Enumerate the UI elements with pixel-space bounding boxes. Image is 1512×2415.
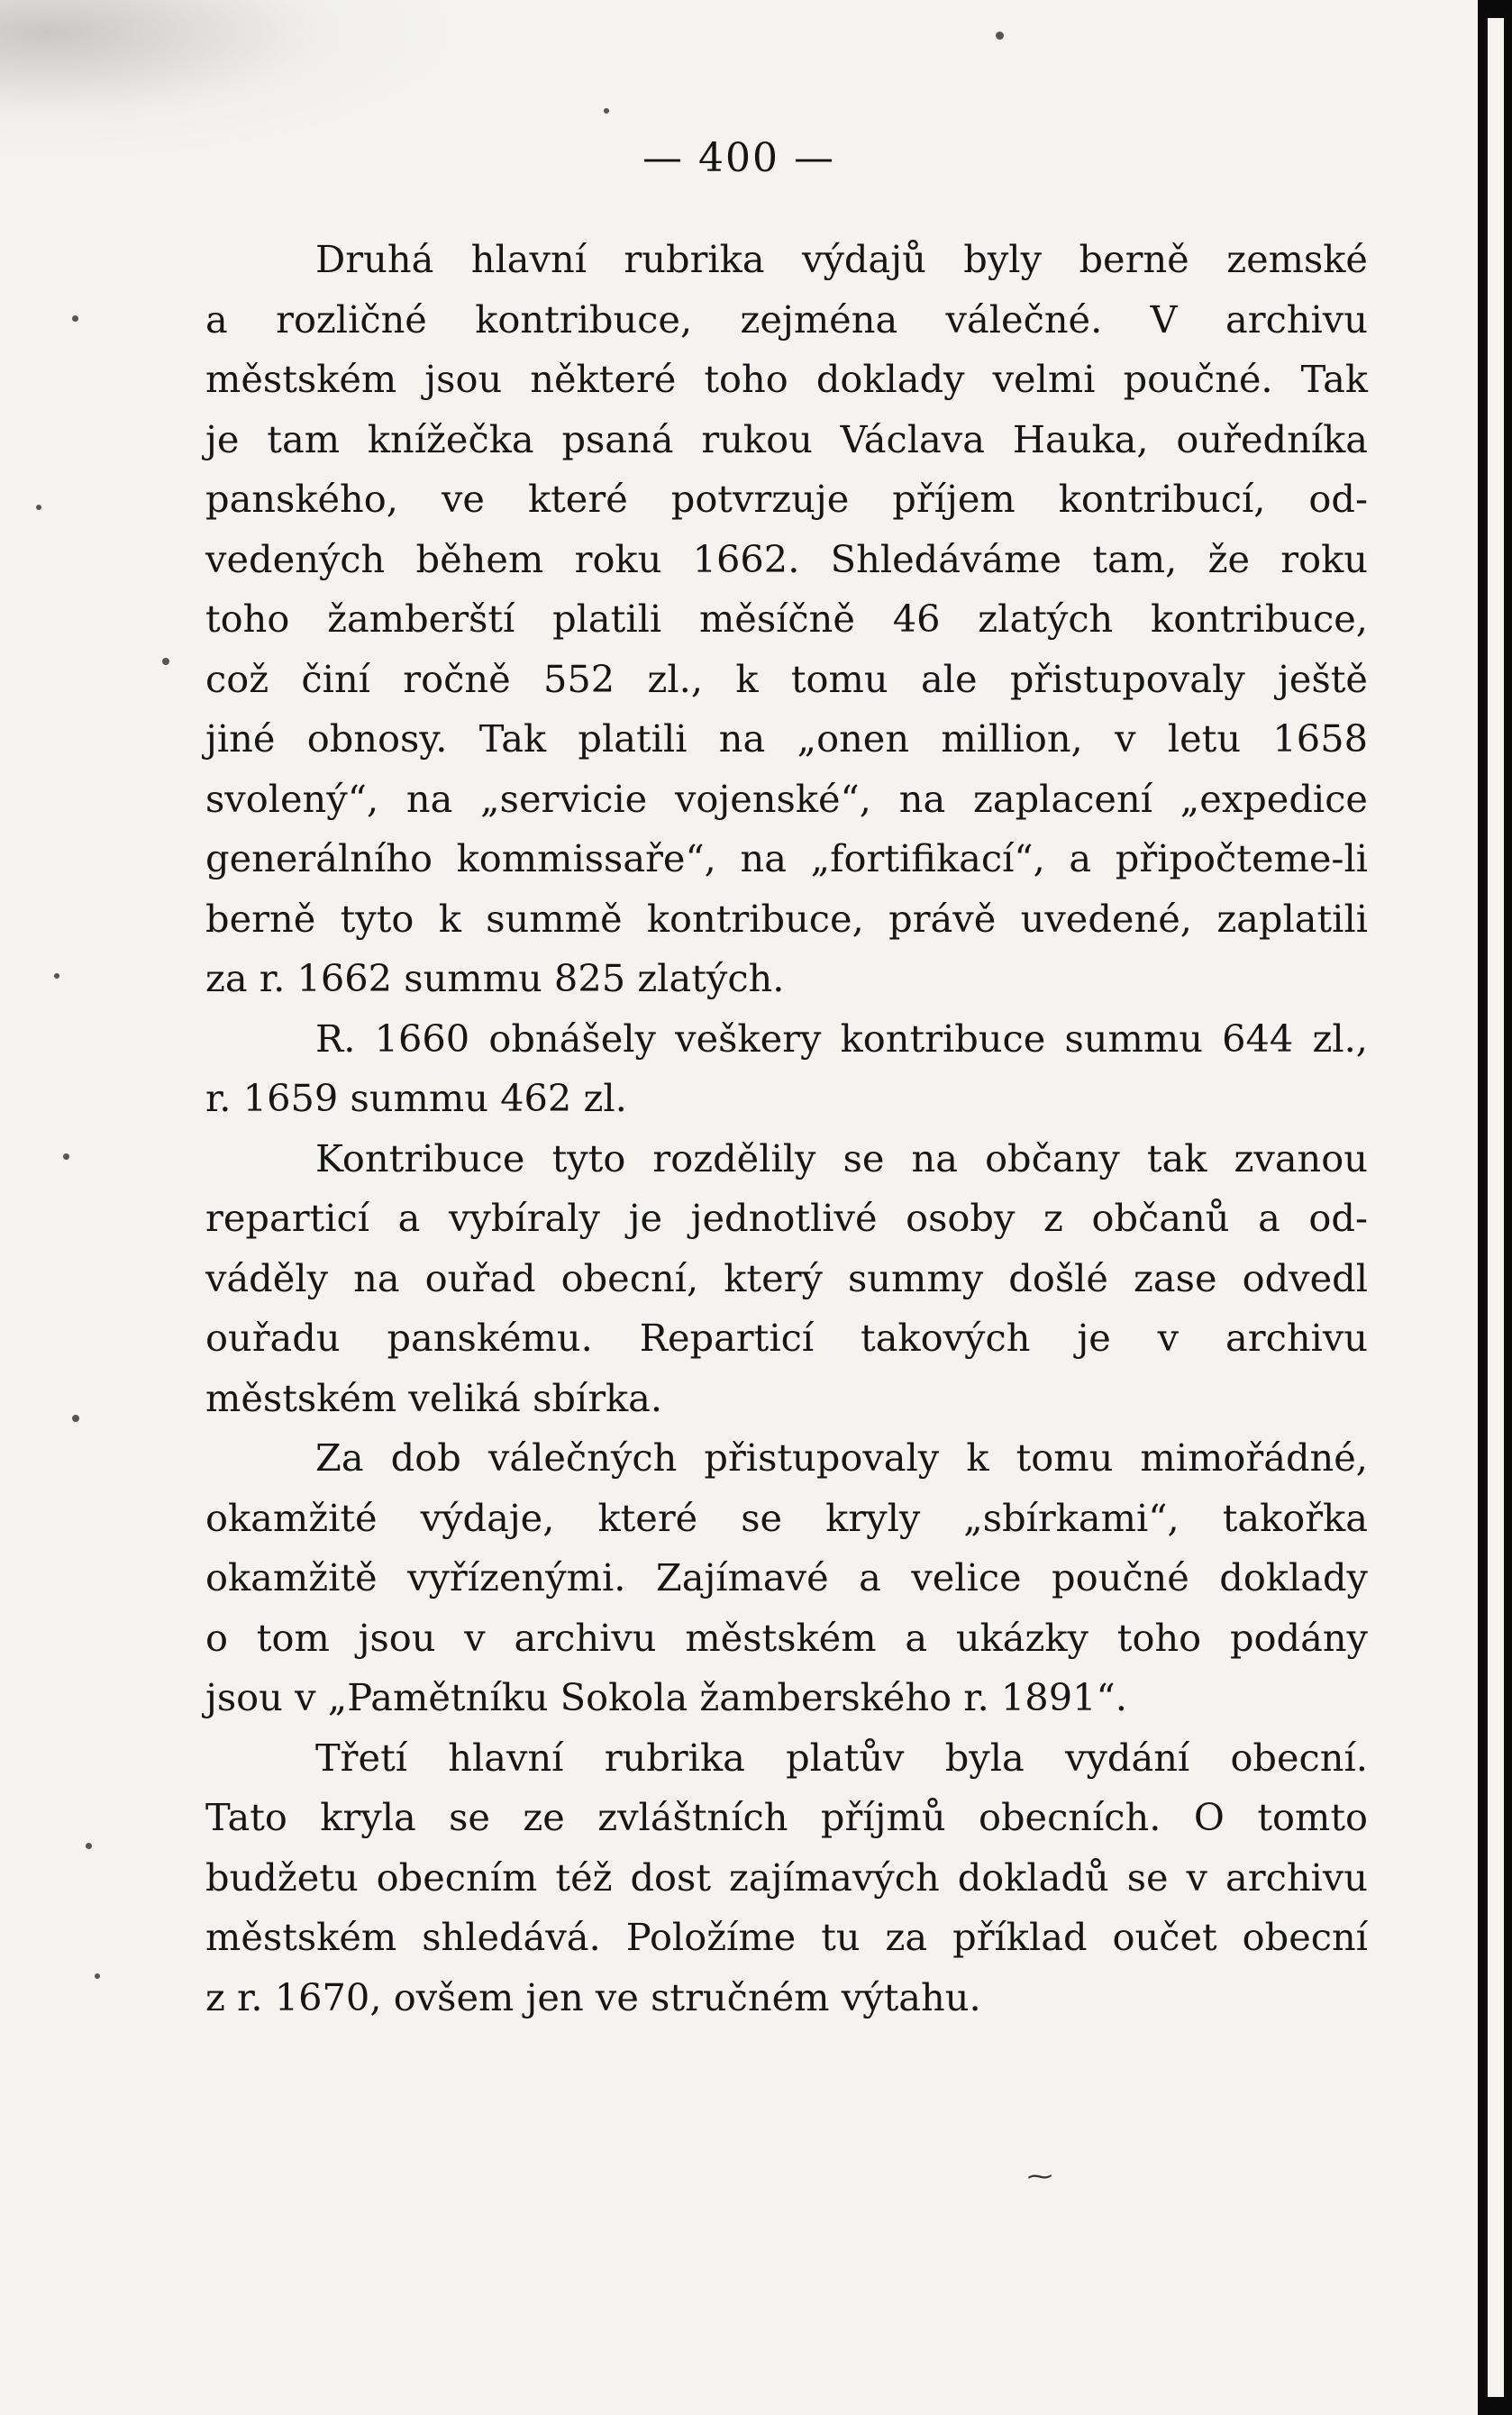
text-line: a rozličné kontribuce, zejména válečné. V archivu xyxy=(205,296,1368,342)
speck xyxy=(36,505,41,510)
speck xyxy=(95,1973,100,1979)
text-line: Druhá hlavní rubrika výdajů byly berně zemské xyxy=(315,237,1368,281)
speck xyxy=(604,108,609,114)
text-line: generálního kommissaře“, na „fortifikací“, a připočteme-li xyxy=(205,836,1368,880)
adjacent-page-edge xyxy=(1485,18,1504,2397)
text-line: váděly na ouřad obecní, který summy došlé zase odvedl xyxy=(205,1255,1368,1300)
text-line: Tato kryla se ze zvláštních příjmů obecních. O tomto xyxy=(205,1795,1368,1839)
text-line: o tom jsou v archivu městském a ukázky toho podány xyxy=(205,1615,1368,1660)
speck xyxy=(996,32,1004,40)
text-line: městském shledává. Položíme tu za příklad oučet obecní xyxy=(205,1915,1368,1959)
text-line: toho žamberští platili měsíčně 46 zlatých kontribuce, xyxy=(205,597,1368,641)
text-line: což činí ročně 552 zl., k tomu ale přistupovaly ještě xyxy=(205,656,1368,701)
text-line: reparticí a vybíraly je jednotlivé osoby z občanů a od- xyxy=(205,1196,1368,1240)
text-line: panského, ve které potvrzuje příjem kontribucí, od- xyxy=(205,477,1368,521)
text-line: městském veliká sbírka. xyxy=(205,1375,663,1420)
text-line: Kontribuce tyto rozdělily se na občany tak zvanou xyxy=(315,1135,1368,1180)
speck xyxy=(54,973,59,979)
page-number: — 400 — xyxy=(642,135,835,181)
speck xyxy=(72,315,78,322)
text-line: R. 1660 obnášely veškery kontribuce summu 644 zl., xyxy=(315,1016,1368,1061)
body-text xyxy=(205,230,1368,2028)
text-line: městském jsou některé toho doklady velmi poučné. Tak xyxy=(205,357,1368,401)
text-line: jsou v „Pamětníku Sokola žamberského r. 1891“. xyxy=(205,1675,1127,1719)
speck xyxy=(86,1843,92,1849)
text-line: jiné obnosy. Tak platili na „onen million, v letu 1658 xyxy=(205,716,1368,761)
scan-border xyxy=(1478,0,1512,2415)
text-line: okamžitě vyřízenými. Zajímavé a velice poučné doklady xyxy=(205,1555,1368,1599)
text-line: z r. 1670, ovšem jen ve stručném výtahu. xyxy=(205,1974,981,2019)
text-line: budžetu obecním též dost zajímavých dokladů se v archivu xyxy=(205,1855,1368,1900)
text-line: svolený“, na „servicie vojenské“, na zaplacení „expedice xyxy=(205,776,1368,821)
text-line: Za dob válečných přistupovaly k tomu mimořádné, xyxy=(315,1435,1368,1480)
text-line: r. 1659 summu 462 zl. xyxy=(205,1076,627,1120)
speck xyxy=(63,1153,69,1160)
text-line: za r. 1662 summu 825 zlatých. xyxy=(205,956,785,1000)
text-line: berně tyto k summě kontribuce, právě uvedené, zaplatili xyxy=(205,896,1368,941)
text-line: Třetí hlavní rubrika platův byla vydání obecní. xyxy=(315,1735,1368,1780)
speck xyxy=(162,658,169,665)
text-line: okamžité výdaje, které se kryly „sbírkami“, takořka xyxy=(205,1495,1368,1540)
speck xyxy=(72,1415,79,1422)
ink-mark: ⁓ xyxy=(1027,2161,1052,2191)
text-line: ouřadu panskému. Reparticí takových je v archivu xyxy=(205,1316,1368,1360)
text-line: vedených během roku 1662. Shledáváme tam, že roku xyxy=(205,536,1368,581)
text-line: je tam knížečka psaná rukou Václava Hauka, ouředníka xyxy=(205,416,1368,461)
